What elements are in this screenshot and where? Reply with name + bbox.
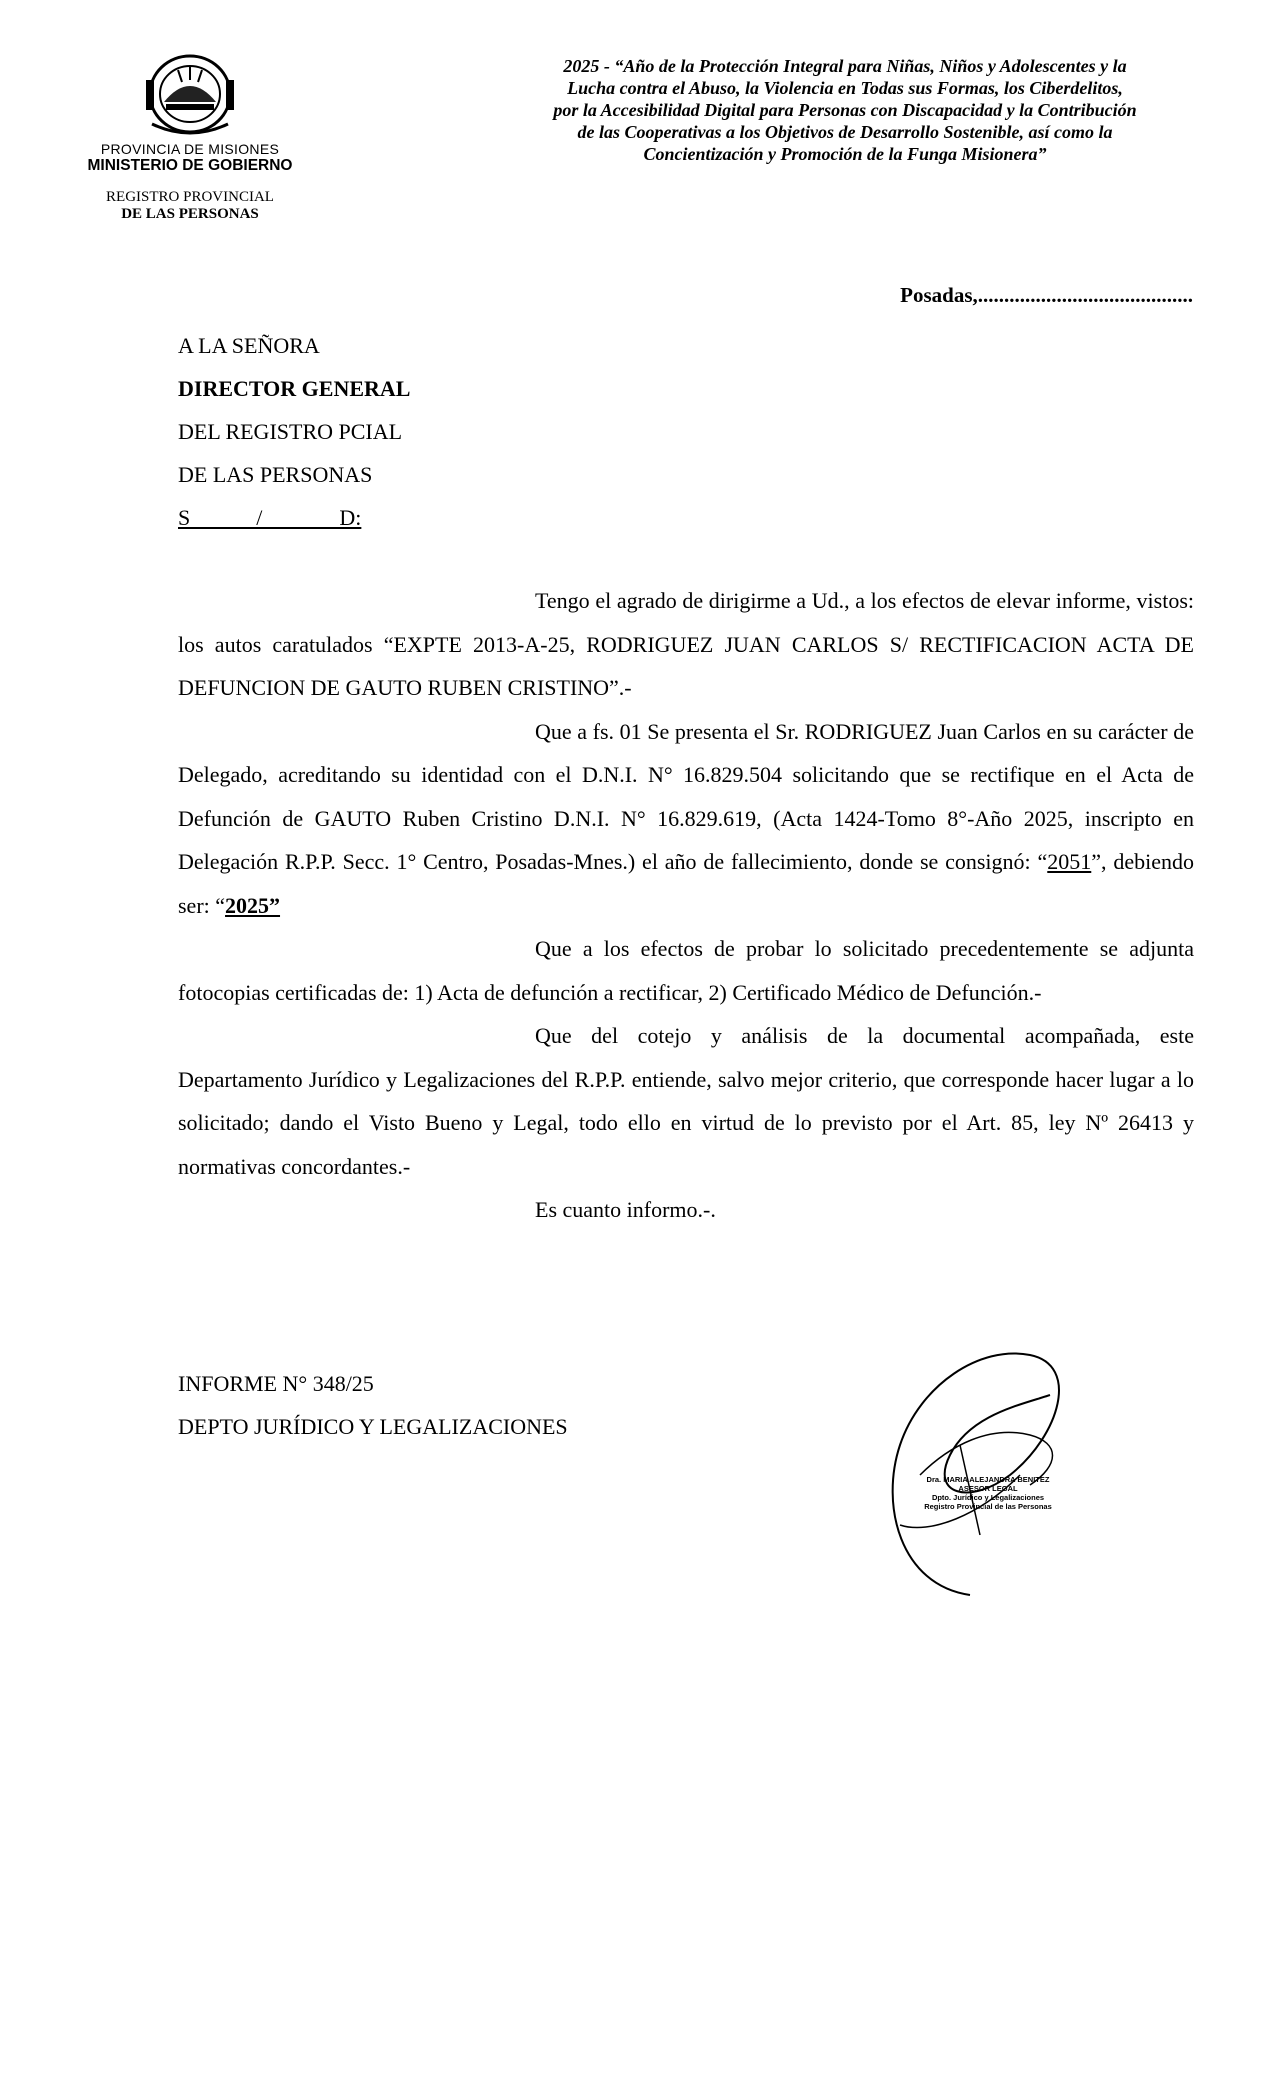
ministry-name: MINISTERIO DE GOBIERNO — [87, 157, 293, 174]
paragraph-closing: Es cuanto informo.-. — [535, 1197, 716, 1222]
legal-advisor-stamp — [918, 1475, 1058, 1511]
year-motto — [495, 55, 1195, 165]
stamp-line: Registro Provincial de las Personas — [924, 1502, 1052, 1511]
province-name: PROVINCIA DE MISIONES — [100, 141, 280, 157]
paragraph-opinion: Que del cotejo y análisis de la documental acompañada, este Departamento Jurídico y Legalizaciones del R.P.P. entiende, salvo mejor criterio, que corresponde hacer lugar a lo solicitado; dando el Visto Bueno y Legal, todo ello en virtud de lo previsto por el Art. 85, ley Nº 26413 y normativas concordantes.- — [178, 1023, 1194, 1179]
addressee-title: DIRECTOR GENERAL — [178, 376, 411, 401]
addressee-line: DE LAS PERSONAS — [178, 462, 373, 487]
su-despacho: S / D: — [178, 505, 362, 530]
stamp-line: Dpto. Jurídico y Legalizaciones — [931, 1493, 1045, 1502]
paragraph-request — [178, 710, 1194, 928]
report-body — [178, 579, 1194, 1232]
paragraph-intro: Tengo el agrado de dirigirme a Ud., a los efectos de elevar informe, vistos: los autos caratulados “EXPTE 2013-A-25, RODRIGUEZ JUAN CARLOS S/ RECTIFICACION ACTA DE DEFUNCION DE GAUTO RUBEN CRISTINO”.- — [178, 588, 1194, 700]
request-text-mid: ”, debiendo ser: “ — [178, 849, 1195, 918]
registry-name-line2: DE LAS PERSONAS — [121, 206, 259, 222]
province-coat-of-arms-icon — [142, 50, 238, 136]
registry-name-line1: REGISTRO PROVINCIAL — [106, 189, 274, 205]
motto-line: por la Accesibilidad Digital para Personas con Discapacidad y la Contribución — [553, 100, 1137, 120]
addressee-block — [178, 324, 410, 539]
motto-line: Concientización y Promoción de la Funga Misionera” — [643, 144, 1047, 164]
paragraph-evidence: Que a los efectos de probar lo solicitado precedentemente se adjunta fotocopias certificadas de: 1) Acta de defunción a rectificar, 2) Certificado Médico de Defunción.- — [178, 936, 1194, 1005]
report-number: INFORME N° 348/25 — [178, 1371, 374, 1396]
place-date: Posadas,......................................... — [900, 283, 1193, 307]
stamp-line: ASESOR LEGAL — [958, 1484, 1018, 1493]
stamp-line: Dra. MARIA ALEJANDRA BENITEZ — [926, 1475, 1050, 1484]
addressee-line: A LA SEÑORA — [178, 333, 320, 358]
correct-year: 2025” — [225, 892, 281, 918]
report-footer — [178, 1362, 568, 1448]
wrong-year: 2051 — [1047, 849, 1092, 874]
request-text: Que a fs. 01 Se presenta el Sr. RODRIGUEZ Juan Carlos en su carácter de Delegado, acreditando su identidad con el D.N.I. N° 16.829.504 solicitando que se rectifique en el Acta de Defunción de GAUTO Ruben Cristino D.N.I. N° 16.829.619, (Acta 1424-Tomo 8°-Año 2025, inscripto en Delegación R.P.P. Secc. 1° Centro, Posadas-Mnes.) el año de fallecimiento, donde se consignó: “ — [178, 718, 1194, 874]
letterhead — [60, 50, 320, 223]
motto-line: 2025 - “Año de la Protección Integral para Niñas, Niños y Adolescentes y la — [563, 56, 1127, 76]
motto-line: Lucha contra el Abuso, la Violencia en Todas sus Formas, los Ciberdelitos, — [567, 78, 1123, 98]
motto-line: de las Cooperativas a los Objetivos de Desarrollo Sostenible, así como la — [577, 122, 1113, 142]
department-name: DEPTO JURÍDICO Y LEGALIZACIONES — [178, 1414, 568, 1439]
addressee-line: DEL REGISTRO PCIAL — [178, 419, 403, 444]
